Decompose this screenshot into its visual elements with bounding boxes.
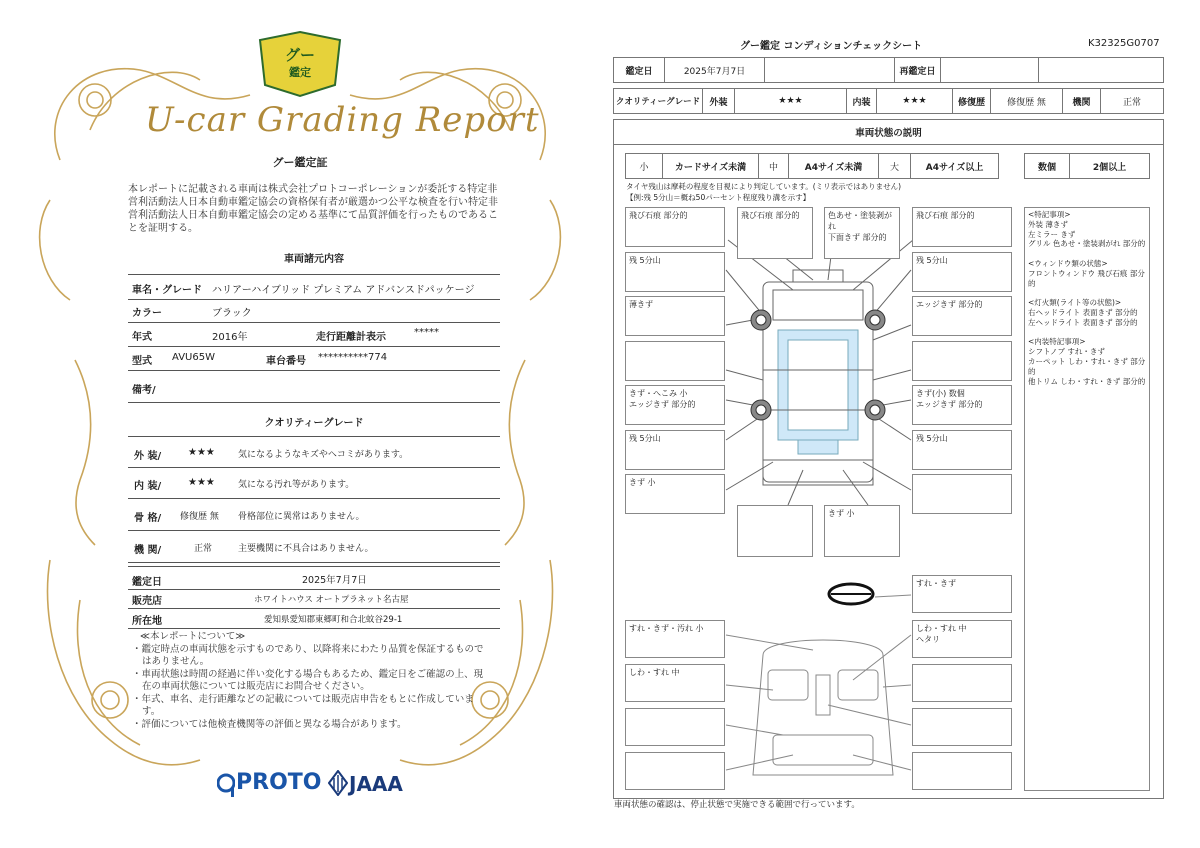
- quality-desc: 骨格部位に異常はありません。: [238, 512, 365, 522]
- spec-chassis-label: 車台番号: [266, 356, 306, 367]
- sheet-footer: 車両状態の確認は、停止状態で実施できる範囲で行っています。: [614, 800, 860, 810]
- condition-text: 残 5分山: [629, 256, 661, 265]
- report-notes: [130, 631, 490, 731]
- special-spacer: [1028, 328, 1146, 338]
- condition-text: 薄きず: [629, 300, 653, 309]
- spec-name-value: ハリアーハイブリッド プレミアム アドバンスドパッケージ: [212, 285, 475, 296]
- condition-text: きず・へこみ 小: [629, 389, 688, 398]
- grade-ext-label: 外装: [702, 89, 734, 113]
- grade-repair-label: 修復歴: [952, 89, 990, 113]
- quality-label: 機 関/: [134, 545, 162, 556]
- condition-box: [912, 664, 1012, 702]
- date-table: [613, 57, 1164, 83]
- special-line: 他トリム しわ・すれ・きず 部分的: [1028, 376, 1146, 386]
- condition-box: [625, 252, 725, 292]
- grade-engine-value: 正常: [1100, 89, 1163, 113]
- jaaa-logo-icon: [328, 770, 348, 796]
- size-small-desc: カードサイズ未満: [662, 154, 758, 178]
- quality-desc: 気になる汚れ等があります。: [238, 480, 355, 490]
- condition-text: きず 小: [629, 478, 656, 487]
- condition-text: エッジきず 部分的: [916, 400, 983, 409]
- condition-text: 飛び石痕 部分的: [629, 211, 688, 220]
- spec-year-label: 年式: [132, 332, 152, 343]
- grade-engine-label: 機関: [1062, 89, 1100, 113]
- count-legend: [1024, 153, 1150, 179]
- special-line: 左ミラー きず: [1028, 229, 1076, 239]
- condition-box: [625, 620, 725, 658]
- quality-value: 修復歴 無: [180, 512, 219, 522]
- quality-desc: 気になるようなキズやヘコミがあります。: [238, 450, 409, 460]
- condition-text: 飛び石痕 部分的: [916, 211, 975, 220]
- condition-text: きず 小: [828, 509, 855, 518]
- reappraisal-value: [940, 58, 1038, 82]
- special-line: <内装特記事項>: [1028, 337, 1086, 347]
- special-line: グリル 色あせ・塗装剥がれ 部分的: [1028, 239, 1146, 249]
- condition-text: エッジきず 部分的: [629, 400, 696, 409]
- condition-box: [912, 430, 1012, 470]
- condition-text: しわ・すれ 中: [916, 624, 967, 633]
- condition-box: [912, 296, 1012, 336]
- condition-box: [625, 664, 725, 702]
- special-line: <ウィンドウ類の状態>: [1028, 258, 1108, 268]
- grade-int-label: 内装: [846, 89, 876, 113]
- condition-box: [737, 207, 813, 259]
- sheet-id: K32325G0707: [1088, 38, 1160, 49]
- condition-text: 飛び石痕 部分的: [741, 211, 800, 220]
- condition-text: 残 5分山: [629, 434, 661, 443]
- quality-header: クオリティーグレード: [264, 418, 364, 429]
- condition-text: エッジきず 部分的: [916, 300, 983, 309]
- grade-table: [613, 88, 1164, 114]
- date-empty: [764, 58, 894, 82]
- condition-text: ヘタリ: [916, 635, 940, 644]
- condition-text: 残 5分山: [916, 434, 948, 443]
- notes-title: ≪本レポートについて≫: [140, 631, 246, 642]
- condition-text: 色あせ・塗装剥がれ: [828, 211, 892, 231]
- tire-note: タイヤ残山は摩耗の程度を目視により判定しています。(ミリ表示ではありません): [626, 182, 902, 191]
- grade-repair-value: 修復歴 無: [990, 89, 1062, 113]
- condition-box: [912, 752, 1012, 790]
- report-title: U-car Grading Report: [145, 100, 540, 140]
- spec-year-value: 2016年: [212, 332, 248, 343]
- grade-ext-value: ★★★: [734, 89, 846, 113]
- special-line: <特記事項>: [1028, 210, 1071, 219]
- condition-box: [625, 430, 725, 470]
- spec-remarks-label: 備考/: [132, 385, 156, 396]
- special-line: 左ヘッドライト 表面きず 部分的: [1028, 317, 1138, 327]
- quality-row: [128, 498, 500, 531]
- note-item: ・評価については他検査機関等の評価と異なる場合があります。: [132, 718, 407, 730]
- note-item: ・車両状態は時間の経過に伴い変化する場合もあるため、鑑定日をご確認の上、現在の車両状態については販売店にお問合せください。: [132, 668, 484, 692]
- spec-row-color: [128, 298, 500, 323]
- condition-text: きず(小) 数個: [916, 389, 965, 398]
- appraisal-date-label: 鑑定日: [132, 577, 162, 588]
- appraisal-addr-value: 愛知県愛知郡東郷町和合北蚊谷29-1: [264, 615, 403, 625]
- jaaa-logo: JAAA: [349, 772, 403, 796]
- special-line: カーペット しわ・すれ・きず 部分的: [1028, 356, 1146, 376]
- special-notes: [1024, 207, 1150, 791]
- condition-box: [912, 252, 1012, 292]
- appraisal-row-address: [128, 608, 500, 629]
- date-label: 鑑定日: [625, 66, 653, 77]
- spec-header: 車両諸元内容: [284, 254, 344, 265]
- condition-box: [625, 385, 725, 425]
- condition-box: [625, 207, 725, 247]
- condition-text: 残 5分山: [916, 256, 948, 265]
- spec-mileage-value: *****: [414, 327, 439, 338]
- certificate-intro: 本レポートに記載される車両は株式会社プロトコーポレーションが委託する特定非営利活動法人日本自動車鑑定協会の資格保有者が厳選かつ公平な検査を行い特定非営利活動法人日本自動車鑑定協会の定める基準にて品質評価を行ったものであることを証明する。: [128, 184, 498, 234]
- condition-box: [625, 708, 725, 746]
- quality-label: 骨 格/: [134, 513, 162, 524]
- quality-value: ★★★: [188, 477, 215, 488]
- condition-box: [912, 341, 1012, 381]
- spec-model-label: 型式: [132, 356, 152, 367]
- count-desc: 2個以上: [1069, 154, 1149, 178]
- condition-box: [625, 752, 725, 790]
- quality-label: 内 装/: [134, 481, 162, 492]
- condition-text: すれ・きず・汚れ 小: [629, 624, 704, 633]
- appraisal-date-value: 2025年7月7日: [302, 575, 367, 586]
- badge-subtext: 鑑定: [289, 66, 311, 79]
- spec-row-model: [128, 346, 500, 371]
- condition-box: [912, 620, 1012, 658]
- size-mid-desc: A4サイズ未満: [788, 154, 878, 178]
- special-line: フロントウィンドウ 飛び石痕 部分的: [1028, 268, 1145, 288]
- quality-value: 正常: [194, 544, 213, 554]
- special-spacer: [1028, 249, 1146, 259]
- certificate-title: グー鑑定証: [272, 156, 328, 169]
- condition-box: [824, 207, 900, 259]
- appraisal-addr-label: 所在地: [132, 616, 162, 627]
- grade-label: クオリティーグレード: [615, 97, 701, 107]
- quality-desc: 主要機関に不具合はありません。: [238, 544, 374, 554]
- spec-name-label: 車名・グレード: [132, 285, 202, 296]
- condition-box: [912, 385, 1012, 425]
- size-large-desc: A4サイズ以上: [910, 154, 998, 178]
- size-mid: 中: [758, 154, 788, 178]
- date-value: 2025年7月7日: [664, 58, 764, 82]
- spec-row-remarks: [128, 370, 500, 403]
- spec-chassis-value: **********774: [318, 352, 388, 363]
- tire-example: 【例:残 5分山＝概ね50パーセント程度残り溝を示す】: [626, 193, 811, 202]
- spec-mileage-label: 走行距離計表示: [316, 332, 386, 343]
- special-line: 外装 薄きず: [1028, 219, 1068, 229]
- size-large: 大: [878, 154, 910, 178]
- quality-label: 外 装/: [134, 451, 162, 462]
- reappraisal-empty: [1038, 58, 1163, 82]
- quality-row: [128, 466, 500, 499]
- condition-box: [912, 575, 1012, 613]
- spec-model-value: AVU65W: [172, 352, 215, 363]
- quality-row: [128, 530, 500, 563]
- count-label: 数個: [1037, 162, 1056, 173]
- condition-box: [737, 505, 813, 557]
- condition-title: 車両状態の説明: [614, 120, 1163, 145]
- condition-box: [824, 505, 900, 557]
- size-small: 小: [639, 162, 649, 173]
- special-line: 右ヘッドライト 表面きず 部分的: [1028, 307, 1138, 317]
- condition-box: [625, 341, 725, 381]
- condition-text: すれ・きず: [916, 579, 956, 588]
- condition-box: [912, 474, 1012, 514]
- proto-logo: PROTO: [236, 770, 322, 795]
- special-spacer: [1028, 288, 1146, 298]
- reappraisal-label: 再鑑定日: [894, 58, 940, 82]
- badge-text: グー: [284, 46, 315, 64]
- spec-color-value: ブラック: [212, 308, 252, 319]
- grade-int-value: ★★★: [876, 89, 952, 113]
- special-line: シフトノブ すれ・きず: [1028, 347, 1105, 357]
- proto-logo-icon: [217, 773, 235, 797]
- appraisal-shop-label: 販売店: [132, 596, 162, 607]
- condition-box: [625, 296, 725, 336]
- note-item: ・鑑定時点の車両状態を示すものであり、以降将来にわたり品質を保証するものではありません。: [132, 643, 484, 667]
- condition-box: [912, 207, 1012, 247]
- note-item: ・年式、車名、走行距離などの記載については販売店申告をもとに作成しています。: [132, 693, 474, 717]
- condition-box: [625, 474, 725, 514]
- condition-box: [912, 708, 1012, 746]
- condition-text: しわ・すれ 中: [629, 668, 680, 677]
- quality-row: [128, 436, 500, 468]
- appraisal-row-date: [128, 566, 500, 590]
- appraisal-shop-value: ホワイトハウス オートプラネット名古屋: [254, 595, 409, 605]
- size-legend: [625, 153, 999, 179]
- spec-row-name: [128, 274, 500, 300]
- appraisal-row-shop: [128, 588, 500, 609]
- spec-color-label: カラー: [132, 308, 162, 319]
- spec-row-year: [128, 322, 500, 347]
- special-line: <灯火類(ライト等の状態)>: [1028, 298, 1122, 308]
- condition-text: 下面きず 部分的: [828, 233, 887, 242]
- sheet-title: グー鑑定 コンディションチェックシート: [740, 41, 923, 52]
- quality-value: ★★★: [188, 447, 215, 458]
